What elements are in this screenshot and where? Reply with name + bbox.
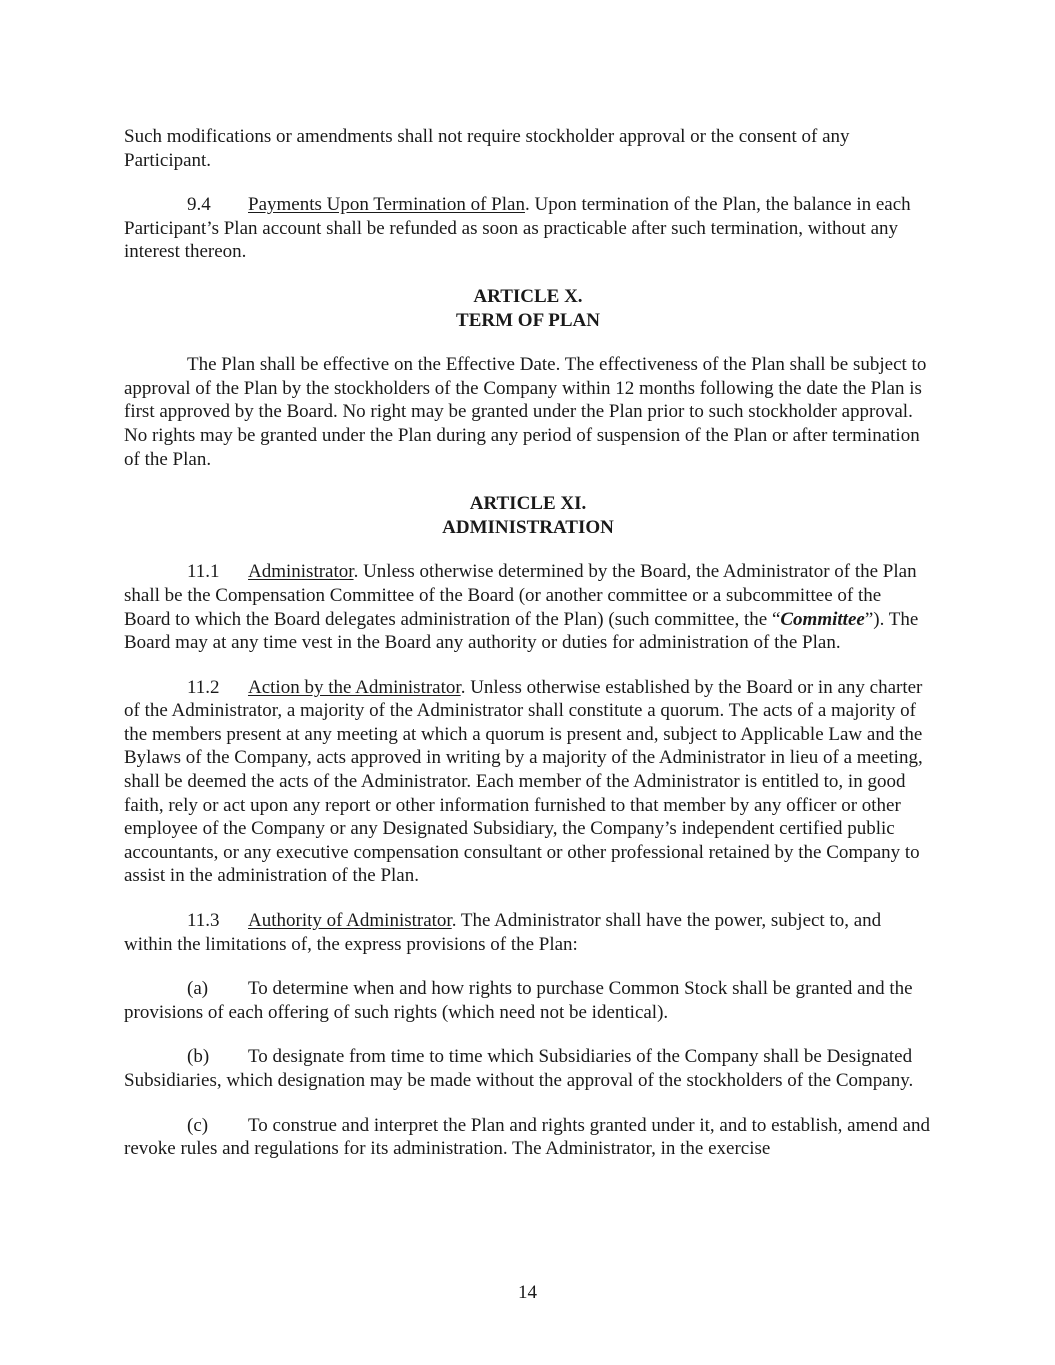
section-number: 11.3 <box>187 910 220 932</box>
section-text-after: ”). The Board may at any time vest in the Board any authority or duties for administration of the Plan. <box>124 608 919 654</box>
subsection-label: (a) <box>187 978 209 1000</box>
subsection-a <box>124 977 932 1024</box>
article-10-heading <box>124 285 932 332</box>
section-text: . Unless otherwise established by the Board or in any charter of the Administrator, a majority of the Administrator shall constitute a quorum. The acts of a majority of the members present at any meeting at which a quorum is present and, subject to Applicable Law and the Bylaws of the Company, acts approved in writing by a majority of the Administrator in lieu of a meeting, shall be deemed the acts of the Administrator. Each member of the Administrator is entitled to, in good faith, rely or act upon any report or other information furnished to that member by any officer or other employee of the Company or any Designated Subsidiary, the Company’s independent certified public accountants, or any executive compensation consultant or other professional retained by the Company to assist in the administration of the Plan. <box>124 676 923 887</box>
article-label: ARTICLE XI. <box>469 493 587 515</box>
section-11-3 <box>124 909 932 956</box>
section-number: 11.2 <box>187 676 220 698</box>
section-text: . Upon termination of the Plan, the balance in each Participant’s Plan account shall be refunded as soon as practicable after such termination, without any interest thereon. <box>124 194 911 263</box>
subsection-text: To designate from time to time which Subsidiaries of the Company shall be Designated Subsidiaries, which designation may be made without the approval of the stockholders of the Company. <box>124 1046 914 1091</box>
section-title: Administrator <box>248 561 354 583</box>
article-title: ADMINISTRATION <box>442 516 614 538</box>
article-11-heading <box>124 492 932 539</box>
section-title: Action by the Administrator <box>248 676 461 698</box>
section-11-1 <box>124 560 932 654</box>
subsection-text: To determine when and how rights to purchase Common Stock shall be granted and the provisions of each offering of such rights (which need not be identical). <box>124 978 913 1023</box>
subsection-label: (c) <box>187 1114 209 1136</box>
section-text: . The Administrator shall have the power, subject to, and within the limitations of, the express provisions of the Plan: <box>124 910 882 955</box>
intro-paragraph: Such modifications or amendments shall not require stockholder approval or the consent of any Participant. <box>124 126 850 171</box>
article-10-body: The Plan shall be effective on the Effective Date. The effectiveness of the Plan shall be subject to approval of the Plan by the stockholders of the Company within 12 months following the date the Plan is first approved by the Board. No right may be granted under the Plan prior to such stockholder approval. No rights may be granted under the Plan during any period of suspension of the Plan or after termination of the Plan. <box>124 354 927 470</box>
subsection-b <box>124 1045 932 1092</box>
page-number: 14 <box>518 1282 537 1303</box>
section-text-before: . Unless otherwise determined by the Board, the Administrator of the Plan shall be the Compensation Committee of the Board (or another committee or a subcommittee of the Board to which the Board delegates administration of the Plan) (such committee, the “ <box>124 561 917 630</box>
subsection-text: To construe and interpret the Plan and rights granted under it, and to establish, amend and revoke rules and regulations for its administration. The Administrator, in the exercise <box>124 1114 930 1160</box>
article-label: ARTICLE X. <box>473 285 583 307</box>
section-9-4 <box>124 193 932 264</box>
document-page <box>124 125 932 1182</box>
section-11-2 <box>124 676 932 888</box>
defined-term: Committee <box>780 608 865 630</box>
article-title: TERM OF PLAN <box>456 309 600 331</box>
subsection-c <box>124 1114 932 1161</box>
section-title: Payments Upon Termination of Plan <box>248 194 525 216</box>
subsection-label: (b) <box>187 1046 210 1068</box>
section-number: 11.1 <box>187 561 220 583</box>
section-title: Authority of Administrator <box>248 910 452 932</box>
section-number: 9.4 <box>187 194 211 216</box>
